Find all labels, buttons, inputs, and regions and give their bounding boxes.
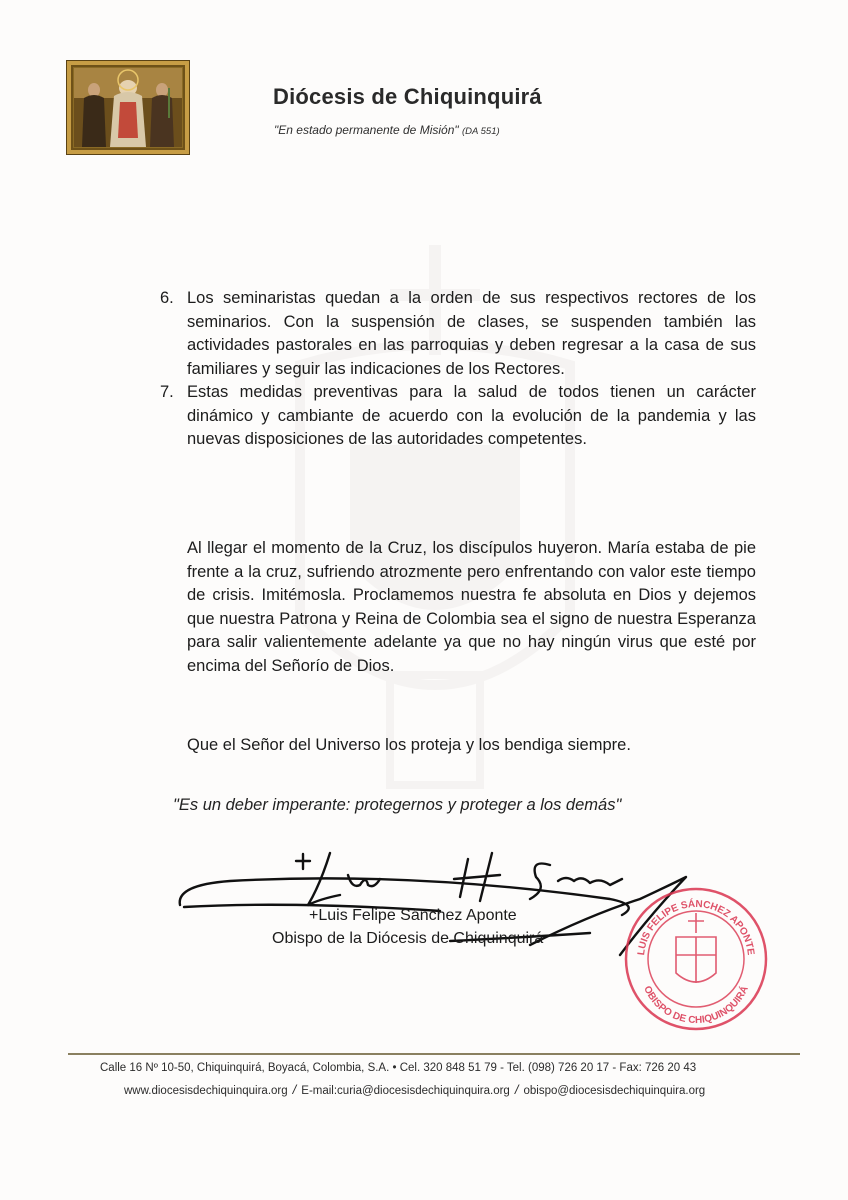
svg-text:LUIS FELIPE SÁNCHEZ APONTE: LUIS FELIPE SÁNCHEZ APONTE bbox=[636, 898, 756, 956]
numbered-measures-list bbox=[160, 287, 756, 452]
signer-name: +Luis Felipe Sánchez Aponte bbox=[309, 907, 517, 924]
diocese-title: Diócesis de Chiquinquirá bbox=[273, 84, 542, 109]
footer-divider bbox=[68, 1053, 800, 1055]
footer-separator: / bbox=[292, 1082, 297, 1097]
list-item bbox=[160, 287, 756, 381]
episcopal-seal-stamp bbox=[622, 885, 770, 1033]
footer-curia-email: E-mail:curia@diocesisdechiquinquira.org bbox=[301, 1085, 510, 1097]
list-item-number: 6. bbox=[160, 289, 174, 307]
list-item-text: Estas medidas preventivas para la salud de todos tienen un carácter dinámico y cambiante de acuerdo con la evolución de la pandemia y las nuevas disposiciones de las autoridades competentes. bbox=[187, 383, 756, 448]
painting-image bbox=[74, 68, 182, 147]
closing-quote: "Es un deber imperante: protegernos y proteger a los demás" bbox=[173, 796, 622, 814]
footer-address: Calle 16 Nº 10-50, Chiquinquirá, Boyacá, Colombia, S.A. • Cel. 320 848 51 79 - Tel. (098) 726 20 17 - Fax: 726 20 43 bbox=[100, 1062, 697, 1074]
motto-reference: (DA 551) bbox=[461, 126, 500, 137]
body-paragraph-mary: Al llegar el momento de la Cruz, los discípulos huyeron. María estaba de pie frente a la cruz, sufriendo atrozmente pero enfrentando con valor este tiempo de crisis. Imitémosla. Proclamemos nuestra fe absoluta en Dios y dejemos que nuestra Patrona y Reina de Colombia sea el signo de nuestra Esperanza para salir valientemente adelante ya que no hay ningún virus que esté por encima del Señorío de Dios. bbox=[187, 539, 756, 675]
footer-separator: / bbox=[514, 1082, 519, 1097]
footer-bishop-email: obispo@diocesisdechiquinquira.org bbox=[523, 1085, 706, 1097]
diocese-painting-emblem bbox=[66, 60, 190, 155]
list-item bbox=[160, 381, 756, 452]
diocese-motto bbox=[274, 123, 500, 137]
list-item-number: 7. bbox=[160, 383, 174, 401]
footer-contact bbox=[124, 1082, 705, 1097]
body-paragraph-blessing: Que el Señor del Universo los proteja y los bendiga siempre. bbox=[187, 736, 631, 754]
signer-title: Obispo de la Diócesis de Chiquinquirá bbox=[272, 930, 544, 947]
motto-text: "En estado permanente de Misión" bbox=[274, 123, 459, 137]
svg-text:OBISPO DE CHIQUINQUIRÁ: OBISPO DE CHIQUINQUIRÁ bbox=[641, 984, 751, 1027]
footer-website: www.diocesisdechiquinquira.org bbox=[124, 1085, 288, 1097]
list-item-text: Los seminaristas quedan a la orden de sus respectivos rectores de los seminarios. Con la suspensión de clases, se suspenden también las actividades pastorales en las parroquias y deben regresar a la casa de sus familiares y seguir las indicaciones de los Rectores. bbox=[187, 289, 756, 378]
